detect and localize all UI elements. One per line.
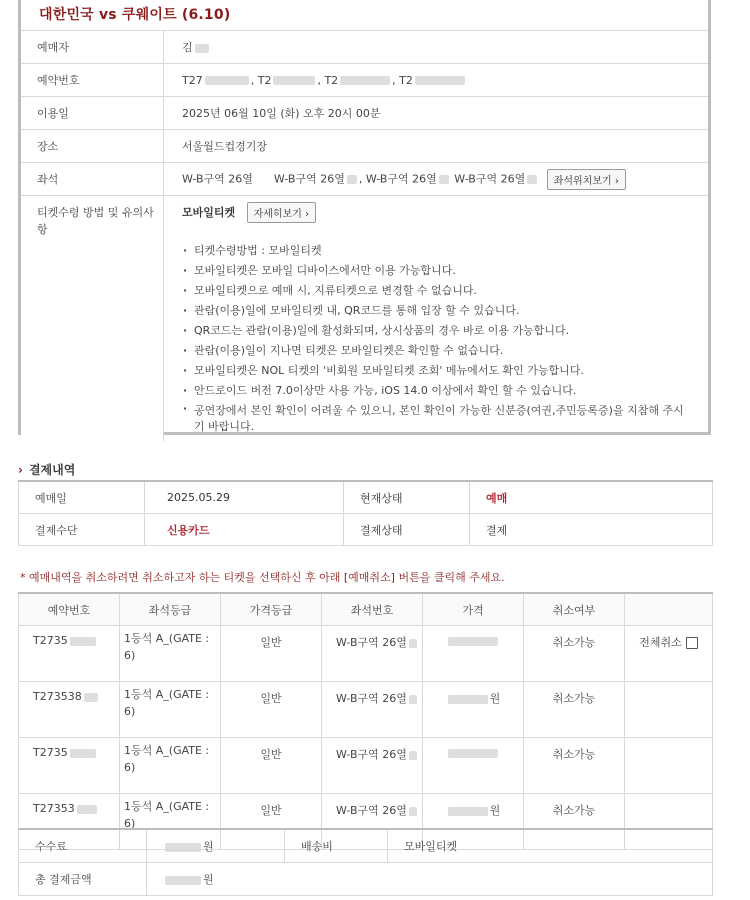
method-label: 결제수단 [19,514,145,546]
ticket-price [423,626,524,682]
empty-cell [625,682,713,738]
redaction [409,695,417,704]
fee-summary-table [18,828,713,896]
seat-value: W-B구역 26열 W-B구역 26열 , W-B구역 26열 W-B구역 26열 좌석위치보기 › [164,163,709,196]
note-item: · 공연장에서 본인 확인이 어려울 수 있으니, 본인 확인이 가능한 신분증(여권,주민등록증)을 지참해 주시기 바랍니다. [182,401,707,435]
total-label: 총 결제금액 [19,863,147,896]
ticket-seat-grade: 1등석 A_(GATE : 6) [120,794,221,850]
ticket-method-row [21,196,708,442]
ticket-reservation-no [19,682,120,738]
ticket-cancel-status: 취소가능 [524,682,625,738]
redaction [195,44,209,53]
reservation-no-3: T2 [324,73,339,87]
seat-map-button[interactable]: 좌석위치보기 › [547,169,626,190]
ticket-notes-list [182,241,707,435]
note-item: · 모바일티켓은 모바일 디바이스에서만 이용 가능합니다. [182,261,707,281]
ticket-reservation-no [19,626,120,682]
redaction [165,843,201,852]
redaction [70,637,96,646]
note-item: · 모바일티켓은 NOL 티켓의 '비회원 모바일티켓 조회' 메뉴에서도 확인 가능합니다. [182,361,707,381]
details-button[interactable]: 자세히보기 › [247,202,316,223]
note-item: · 관람(이용)일에 모바일티켓 내, QR코드를 통해 입장 할 수 있습니다. [182,301,707,321]
ticket-seat-no [322,682,423,738]
redaction [448,695,488,704]
redaction [70,749,96,758]
fee-value [147,829,285,863]
redaction [439,175,449,184]
ticket-cancel-status: 취소가능 [524,626,625,682]
payment-row [19,514,713,546]
venue-value: 서울월드컵경기장 [164,130,709,163]
seat-1: W-B구역 26열 [182,172,253,185]
ticket-no-text: T273538 [33,690,82,703]
redaction [448,637,498,646]
payment-row [19,481,713,514]
date-value: 2025년 06월 10일 (화) 오후 20시 00분 [164,97,709,130]
ticket-seat-grade: 1등석 A_(GATE : 6) [120,682,221,738]
chevron-right-icon: › [18,463,23,477]
booker-value [164,31,709,64]
reservation-no-value: T27 , T2 , T2 , T2 [164,64,709,97]
ticket-price-text: 원 [489,692,501,705]
col-header-price: 가격 [423,593,524,626]
ticket-price-grade: 일반 [221,682,322,738]
note-item: · 티켓수령방법 : 모바일티켓 [182,241,707,261]
ticket-seat-text: W-B구역 26열 [336,636,407,649]
redaction [448,749,498,758]
event-title: 대한민국 vs 쿠웨이트 (6.10) [39,7,231,23]
booking-info-panel [18,0,711,435]
note-item: · 관람(이용)일이 지나면 티켓은 모바일티켓은 확인할 수 없습니다. [182,341,707,361]
pay-status-value: 결제 [470,514,713,546]
booker-name: 김 [182,41,193,54]
booking-date-label: 예매일 [19,481,145,514]
ticket-price-text: 원 [489,804,501,817]
redaction [273,76,315,85]
ticket-method-label: 티켓수령 방법 및 유의사항 [21,196,164,442]
col-header-reservation-no: 예약번호 [19,593,120,626]
col-header-seat-grade: 좌석등급 [120,593,221,626]
ticket-price-grade: 일반 [221,794,322,850]
redaction [340,76,390,85]
reservation-no-1: T27 [182,73,203,87]
tickets-header-row [19,593,713,626]
redaction [415,76,465,85]
seat-3: W-B구역 26열 [365,172,437,185]
ticket-no-text: T27353 [33,802,75,815]
ticket-price-grade: 일반 [221,626,322,682]
reservation-no-4: T2 [399,73,413,87]
seat-row [21,163,708,196]
reservation-no-label: 예약번호 [21,64,164,97]
ticket-seat-no [322,738,423,794]
note-item: · QR코드는 관람(이용)일에 활성화되며, 상시상품의 경우 바로 이용 가능합니다. [182,321,707,341]
delivery-value: 모바일티켓 [388,829,713,863]
delivery-label: 배송비 [285,829,388,863]
col-header-seat-no: 좌석번호 [322,593,423,626]
col-header-empty [625,593,713,626]
tickets-table [18,592,713,850]
venue-label: 장소 [21,130,164,163]
booker-row [21,31,708,64]
ticket-price [423,738,524,794]
status-value: 예매 [470,481,713,514]
redaction [409,807,417,816]
cancel-notice: * 예매내역을 취소하려면 취소하고자 하는 티켓을 선택하신 후 아래 [예매취소] 버튼을 클릭해 주세요. [20,571,505,584]
booking-date-value: 2025.05.29 [145,481,344,514]
ticket-price [423,682,524,738]
pay-status-label: 결제상태 [344,514,470,546]
redaction [165,876,201,885]
redaction [205,76,249,85]
note-item: · 안드로이드 버전 7.0이상만 사용 가능, iOS 14.0 이상에서 확인 할 수 있습니다. [182,381,707,401]
redaction [527,175,537,184]
col-header-price-grade: 가격등급 [221,593,322,626]
ticket-price-grade: 일반 [221,738,322,794]
ticket-method-value [164,196,709,442]
reservation-no-2: T2 [257,73,272,87]
ticket-seat-no [322,626,423,682]
fee-value-text: 원 [203,840,214,853]
redaction [409,639,417,648]
ticket-method-text: 모바일티켓 [182,205,236,219]
cancel-all-label: 전체취소 [639,636,682,649]
ticket-seat-grade: 1등석 A_(GATE : 6) [120,738,221,794]
table-row [19,682,713,738]
fee-label: 수수료 [19,829,147,863]
ticket-seat-text: W-B구역 26열 [336,804,407,817]
ticket-cancel-status: 취소가능 [524,794,625,850]
total-value-text: 원 [203,873,214,886]
date-label: 이용일 [21,97,164,130]
ticket-method-header [182,202,707,223]
total-value [147,863,713,896]
empty-cell [625,738,713,794]
seat-label: 좌석 [21,163,164,196]
ticket-seat-text: W-B구역 26열 [336,692,407,705]
total-row [19,863,713,896]
col-header-cancel: 취소여부 [524,593,625,626]
cancel-all-checkbox[interactable] [686,637,698,649]
payment-section-title [18,461,75,478]
method-value: 신용카드 [145,514,344,546]
redaction [77,805,97,814]
table-row [19,626,713,682]
payment-section-label: 결제내역 [28,463,76,477]
cancel-all-cell [625,626,713,682]
redaction [409,751,417,760]
reservation-no-row [21,64,708,97]
status-label: 현재상태 [344,481,470,514]
seat-4: W-B구역 26열 [454,172,526,185]
ticket-seat-text: W-B구역 26열 [336,748,407,761]
ticket-reservation-no [19,738,120,794]
booker-label: 예매자 [21,31,164,64]
ticket-seat-grade: 1등석 A_(GATE : 6) [120,626,221,682]
venue-row [21,130,708,163]
table-row [19,738,713,794]
payment-table [18,480,713,546]
booking-info-table [21,30,708,441]
redaction [448,807,488,816]
ticket-no-text: T2735 [33,634,68,647]
redaction [347,175,357,184]
redaction [84,693,98,702]
ticket-cancel-status: 취소가능 [524,738,625,794]
seat-2: W-B구역 26열 [273,172,345,185]
date-row [21,97,708,130]
fee-row [19,829,713,863]
note-item: · 모바일티켓으로 예매 시, 지류티켓으로 변경할 수 없습니다. [182,281,707,301]
ticket-no-text: T2735 [33,746,68,759]
